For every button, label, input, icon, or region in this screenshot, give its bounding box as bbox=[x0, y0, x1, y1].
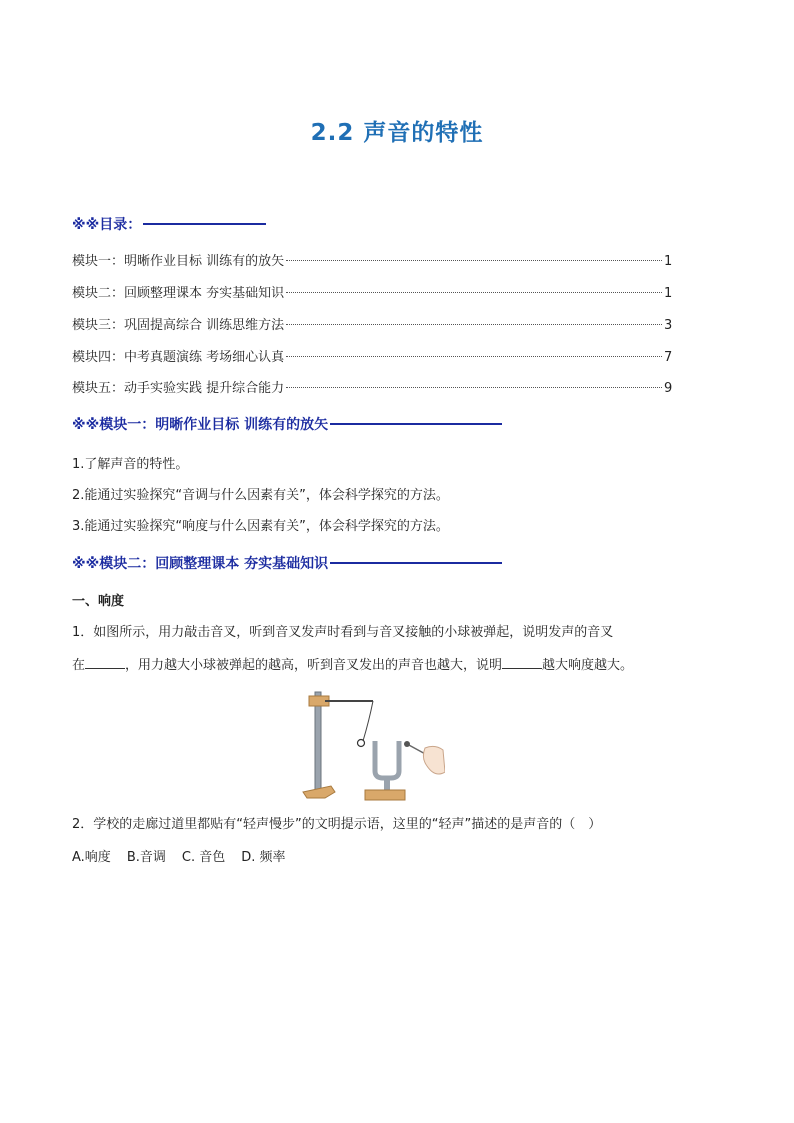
answer-blank[interactable] bbox=[502, 658, 542, 669]
option-a[interactable]: A.响度 bbox=[72, 850, 111, 865]
goal-item: 1.了解声音的特性。 bbox=[72, 457, 189, 472]
toc-item-page: 3 bbox=[664, 318, 673, 333]
heading-rule bbox=[143, 223, 266, 225]
toc-item-page: 7 bbox=[664, 350, 673, 365]
question-text: 越大响度越大。 bbox=[542, 658, 634, 673]
heading-rule bbox=[330, 423, 502, 425]
toc-item-label: 模块四：中考真题演练 考场细心认真 bbox=[72, 350, 285, 365]
document-title: 2.2 声音的特性 bbox=[310, 120, 484, 146]
question-1-line-1: 1．如图所示，用力敲击音叉，听到音叉发声时看到与音叉接触的小球被弹起，说明发声的音叉 bbox=[72, 625, 614, 640]
tuning-fork-figure bbox=[295, 686, 445, 804]
module1-heading bbox=[72, 414, 502, 434]
answer-blank[interactable] bbox=[85, 658, 125, 669]
toc-heading-text: ※※目录： bbox=[72, 217, 142, 233]
goal-item: 2.能通过实验探究“音调与什么因素有关”，体会科学探究的方法。 bbox=[72, 488, 449, 503]
question-1-line-2 bbox=[72, 654, 633, 673]
question-text: ，用力越大小球被弹起的越高，听到音叉发出的声音也越大，说明 bbox=[125, 658, 503, 673]
subsection-title: 一、响度 bbox=[72, 594, 125, 609]
goal-item: 3.能通过实验探究“响度与什么因素有关”，体会科学探究的方法。 bbox=[72, 519, 449, 534]
toc-item[interactable] bbox=[72, 314, 672, 333]
toc-item-page: 9 bbox=[664, 381, 673, 396]
toc-item[interactable] bbox=[72, 346, 672, 365]
toc-leader-dots bbox=[286, 324, 662, 325]
toc-item-page: 1 bbox=[664, 286, 673, 301]
toc-leader-dots bbox=[286, 260, 662, 261]
toc-item[interactable] bbox=[72, 282, 672, 301]
toc-leader-dots bbox=[286, 356, 662, 357]
toc-item-label: 模块三：巩固提高综合 训练思维方法 bbox=[72, 318, 285, 333]
question-2: 2．学校的走廊过道里都贴有“轻声慢步”的文明提示语，这里的“轻声”描述的是声音的（ ） bbox=[72, 817, 602, 832]
question-2-options bbox=[72, 846, 302, 865]
toc-item-label: 模块五：动手实验实践 提升综合能力 bbox=[72, 381, 285, 396]
toc-item-label: 模块二：回顾整理课本 夯实基础知识 bbox=[72, 286, 285, 301]
option-d[interactable]: D. 频率 bbox=[241, 850, 286, 865]
question-text: 在 bbox=[72, 658, 86, 673]
toc-item-page: 1 bbox=[664, 254, 673, 269]
module2-heading bbox=[72, 553, 502, 573]
module2-heading-text: ※※模块二：回顾整理课本 夯实基础知识 bbox=[72, 556, 329, 572]
toc-heading bbox=[72, 214, 266, 234]
option-b[interactable]: B.音调 bbox=[126, 850, 166, 865]
module1-heading-text: ※※模块一：明晰作业目标 训练有的放矢 bbox=[72, 417, 329, 433]
heading-rule bbox=[330, 562, 502, 564]
toc-leader-dots bbox=[286, 387, 662, 388]
toc-item[interactable] bbox=[72, 377, 672, 396]
toc-item-label: 模块一：明晰作业目标 训练有的放矢 bbox=[72, 254, 285, 269]
toc-leader-dots bbox=[286, 292, 662, 293]
option-c[interactable]: C. 音色 bbox=[181, 850, 226, 865]
toc-item[interactable] bbox=[72, 250, 672, 269]
